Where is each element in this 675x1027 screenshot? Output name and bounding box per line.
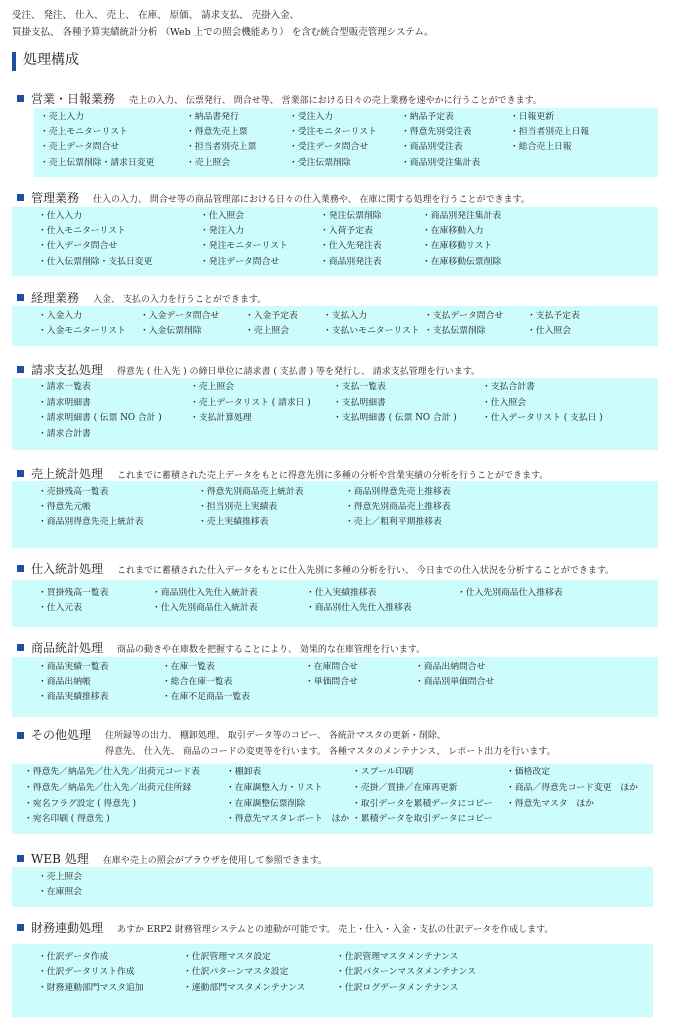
function-list-item: ・価格改定 (506, 767, 550, 777)
function-list-item: ・担当別売上実績表 (198, 502, 278, 513)
function-list-item: ・在庫移動リスト (422, 241, 493, 252)
function-list-item: ・入荷予定表 (320, 226, 373, 237)
section-description: あすか ERP2 財務管理システムとの連動が可能です。 売上・仕入・入金・支払の仕訳データを作成します。 (117, 925, 554, 935)
section-description: 入金、 支払の入力を行うことができます。 (93, 295, 267, 305)
function-list-item: ・納品書発行 (186, 112, 239, 122)
function-list-item: ・請求明細書 (38, 397, 91, 408)
title-accent-bar (12, 52, 16, 71)
function-list-item: ・商品出納帳 (38, 677, 91, 688)
function-list-item: ・入金予定表 (245, 311, 298, 321)
function-list-item: ・商品実績推移表 (38, 692, 109, 703)
intro-line-2: 買掛支払、 各種予算実績統計分析 （Web 上での照会機能あり） を含む統合型販売管理システム。 (12, 27, 434, 38)
function-list-item: ・売掛残高一覧表 (38, 487, 109, 497)
function-list-item: ・仕入先別商品仕入統計表 (152, 603, 258, 614)
section-heading-3 (17, 363, 480, 378)
section-items-box (12, 867, 653, 907)
section-heading-7 (17, 728, 556, 760)
function-list-item: ・在庫一覧表 (162, 662, 215, 672)
function-list-item: ・支払明細書 ( 伝票 NO 合計 ) (333, 413, 457, 424)
function-list-item: ・売掛／買掛／在庫再更新 (352, 782, 458, 793)
bullet-square-icon (17, 294, 24, 301)
function-list-item: ・仕入データリスト ( 支払日 ) (482, 413, 603, 424)
function-list-item: ・商品実績一覧表 (38, 662, 109, 672)
function-list-item: ・得意先別受注表 (401, 127, 472, 138)
bullet-square-icon (17, 855, 24, 862)
function-list-item: ・在庫照会 (38, 887, 82, 898)
function-list-item: ・仕訳パターンマスタ設定 (183, 967, 289, 978)
function-list-item: ・得意先マスタレポート ほか (226, 814, 350, 825)
function-list-item: ・商品別得意先売上統計表 (38, 517, 144, 528)
function-list-item: ・受注モニターリスト (289, 127, 377, 138)
function-list-item: ・仕訳管理マスタメンテナンス (336, 952, 459, 962)
function-list-item: ・取引データを累積データにコピー (352, 798, 493, 809)
function-list-item: ・売上／粗利平期推移表 (345, 517, 442, 528)
function-list-item: ・得意先元帳 (38, 502, 91, 513)
intro-text (12, 7, 662, 41)
function-list-item: ・商品別受注集計表 (401, 157, 481, 168)
function-list-item: ・売上データリスト ( 請求日 ) (190, 397, 311, 408)
section-heading-8 (17, 852, 327, 867)
section-title: その他処理 (31, 728, 92, 742)
function-list-item: ・仕入データ問合せ (38, 241, 118, 252)
function-list-item: ・買掛残高一覧表 (38, 588, 109, 598)
function-list-item: ・仕入照会 (527, 326, 571, 337)
function-list-item: ・在庫移動伝票削除 (422, 256, 502, 267)
section-description: これまでに蓄積された仕入データをもとに仕入先別に多種の分析を行い、 今日までの仕入状況を分析することができます。 (117, 566, 615, 576)
section-heading-1 (17, 191, 530, 206)
function-list-item: ・売上実績推移表 (198, 517, 269, 528)
function-list-item: ・商品別仕入先仕入推移表 (306, 603, 412, 614)
section-heading-0 (17, 92, 542, 107)
intro-line-1: 受注、 発注、 仕入、 売上、 在庫、 原価、 請求支払、 売掛入金、 (12, 10, 300, 21)
function-list-item: ・支払合計書 (482, 382, 535, 392)
section-description: 得意先 ( 仕入先 ) の締日単位に請求書 ( 支払書 ) 等を発行し、 請求支払管理を行います。 (117, 367, 481, 377)
function-list-item: ・商品／得意先コード変更 ほか (506, 782, 638, 793)
function-list-item: ・在庫問合せ (305, 662, 358, 672)
function-list-item: ・支払いモニターリスト (323, 326, 420, 337)
function-list-item: ・入金入力 (38, 311, 82, 321)
function-list-item: ・担当者別売上票 (186, 142, 257, 153)
page-title (12, 50, 79, 72)
section-heading-4 (17, 467, 548, 482)
page-title-text: 処理構成 (23, 52, 79, 69)
function-list-item: ・売上入力 (40, 112, 84, 122)
section-description: 売上の入力、 伝票発行、 問合せ等、 営業部における日々の売上業務を速やかに行うことができます。 (129, 96, 542, 106)
function-list-item: ・受注入力 (289, 112, 333, 122)
function-list-item: ・受注データ問合せ (289, 142, 369, 153)
bullet-square-icon (17, 732, 24, 739)
function-list-item: ・支払一覧表 (333, 382, 386, 392)
function-list-item: ・受注伝票削除 (289, 157, 351, 168)
function-list-item: ・支払明細書 (333, 397, 386, 408)
function-list-item: ・発注入力 (200, 226, 244, 237)
section-title: 請求支払処理 (31, 363, 104, 377)
function-list-item: ・得意先／納品先／仕入先／出荷元住所録 (24, 782, 192, 793)
function-list-item: ・仕訳管理マスタ設定 (183, 952, 271, 962)
section-heading-9 (17, 921, 553, 936)
function-list-item: ・商品別発注集計表 (422, 211, 502, 221)
function-list-item: ・売上照会 (190, 382, 234, 392)
function-list-item: ・連動部門マスタメンテナンス (183, 982, 306, 993)
function-list-item: ・仕入照会 (482, 397, 526, 408)
bullet-square-icon (17, 565, 24, 572)
function-list-item: ・在庫調整入力・リスト (226, 782, 323, 793)
section-heading-6 (17, 641, 425, 656)
section-title: 経理業務 (31, 291, 80, 305)
function-list-item: ・宛名印刷 ( 得意先 ) (24, 814, 110, 825)
section-heading-5 (17, 562, 614, 577)
section-title: WEB 処理 (31, 852, 89, 866)
function-list-item: ・入金データ問合せ (140, 311, 220, 321)
function-list-item: ・売上照会 (38, 872, 82, 882)
function-list-item: ・仕入照会 (200, 211, 244, 221)
function-list-item: ・仕入モニターリスト (38, 226, 126, 237)
function-list-item: ・総合売上日報 (510, 142, 572, 153)
function-list-item: ・発注モニターリスト (200, 241, 288, 252)
function-list-item: ・在庫移動入力 (422, 226, 484, 237)
function-list-item: ・棚卸表 (226, 767, 262, 777)
bullet-square-icon (17, 644, 24, 651)
section-items-box (12, 481, 658, 548)
section-description: これまでに蓄積された売上データをもとに得意先別に多種の分析や営業実績の分析を行うことができます。 (117, 471, 549, 481)
section-heading-2 (17, 291, 266, 306)
function-list-item: ・仕訳パターンマスタメンテナンス (336, 967, 476, 978)
function-list-item: ・商品別仕入先仕入統計表 (152, 588, 258, 598)
function-list-item: ・入金伝票削除 (140, 326, 202, 337)
function-list-item: ・売上データ問合せ (40, 142, 120, 153)
function-list-item: ・売上モニターリスト (40, 127, 128, 138)
bullet-square-icon (17, 366, 24, 373)
function-list-item: ・仕入先発注表 (320, 241, 382, 252)
section-description: 仕入の入力、 問合せ等の商品管理部における日々の仕入業務や、 在庫に関する処理を行うことができます。 (93, 195, 530, 205)
function-list-item: ・商品出納問合せ (415, 662, 486, 672)
function-list-item: ・売上伝票削除・請求日変更 (40, 157, 155, 168)
function-list-item: ・在庫不足商品一覧表 (162, 692, 250, 703)
function-list-item: ・発注伝票削除 (320, 211, 382, 221)
section-description: 在庫や売上の照会がブラウザを使用して参照できます。 (102, 856, 328, 866)
bullet-square-icon (17, 95, 24, 102)
function-list-item: ・支払予定表 (527, 311, 580, 321)
section-title: 財務連動処理 (31, 921, 104, 935)
function-list-item: ・仕入入力 (38, 211, 82, 221)
function-list-item: ・商品別得意先売上推移表 (345, 487, 451, 497)
bullet-square-icon (17, 470, 24, 477)
function-list-item: ・単価問合せ (305, 677, 358, 688)
function-list-item: ・仕訳データリスト作成 (38, 967, 135, 978)
function-list-item: ・スプール印刷 (352, 767, 414, 777)
function-list-item: ・宛名フラグ設定 ( 得意先 ) (24, 798, 137, 809)
function-list-item: ・商品別単価問合せ (415, 677, 495, 688)
section-description: 商品の動きや在庫数を把握することにより、 効果的な在庫管理を行います。 (117, 645, 426, 655)
function-list-item: ・支払計算処理 (190, 413, 252, 424)
function-list-item: ・得意先マスタ ほか (506, 798, 594, 809)
function-list-item: ・請求明細書 ( 伝票 NO 合計 ) (38, 413, 162, 424)
function-list-item: ・仕入伝票削除・支払日変更 (38, 256, 153, 267)
section-description: 住所録等の出力、 棚卸処理、 取引データ等のコピー、 各統計マスタの更新・削除、 得意先、 仕入先、 商品のコードの変更等を行います。 各種マスタのメンテナンス、 レポート出力を行います。 (105, 731, 556, 757)
bullet-square-icon (17, 194, 24, 201)
function-list-item: ・仕入先別商品仕入推移表 (457, 588, 563, 598)
function-list-item: ・請求一覧表 (38, 382, 91, 392)
function-list-item: ・仕訳ログデータメンテナンス (336, 982, 459, 993)
function-list-item: ・売上照会 (245, 326, 289, 337)
section-title: 営業・日報業務 (31, 92, 116, 106)
function-list-item: ・担当者別売上日報 (510, 127, 590, 138)
function-list-item: ・得意先別商品売上推移表 (345, 502, 451, 513)
function-list-item: ・仕入元表 (38, 603, 82, 614)
function-list-item: ・支払入力 (323, 311, 367, 321)
function-list-item: ・請求合計書 (38, 428, 91, 439)
function-list-item: ・得意先別商品売上統計表 (198, 487, 304, 497)
function-list-item: ・得意先売上票 (186, 127, 248, 138)
section-title: 管理業務 (31, 191, 80, 205)
function-list-item: ・発注データ問合せ (200, 256, 280, 267)
function-list-item: ・商品別受注表 (401, 142, 463, 153)
function-list-item: ・商品別発注表 (320, 256, 382, 267)
function-list-item: ・支払データ問合せ (424, 311, 504, 321)
function-list-item: ・売上照会 (186, 157, 230, 168)
function-list-item: ・仕入実績推移表 (306, 588, 377, 598)
function-list-item: ・総合在庫一覧表 (162, 677, 233, 688)
bullet-square-icon (17, 924, 24, 931)
function-list-item: ・得意先／納品先／仕入先／出荷元コード表 (24, 767, 200, 777)
function-list-item: ・在庫調整伝票削除 (226, 798, 306, 809)
section-title: 売上統計処理 (31, 467, 104, 481)
section-title: 仕入統計処理 (31, 562, 104, 576)
function-list-item: ・累積データを取引データにコピー (352, 814, 493, 825)
function-list-item: ・日報更新 (510, 112, 554, 122)
function-list-item: ・仕訳データ作成 (38, 952, 109, 962)
function-list-item: ・納品予定表 (401, 112, 454, 122)
function-list-item: ・財務連動部門マスタ追加 (38, 982, 144, 993)
function-list-item: ・入金モニターリスト (38, 326, 126, 337)
function-list-item: ・支払伝票削除 (424, 326, 486, 337)
section-title: 商品統計処理 (31, 641, 104, 655)
